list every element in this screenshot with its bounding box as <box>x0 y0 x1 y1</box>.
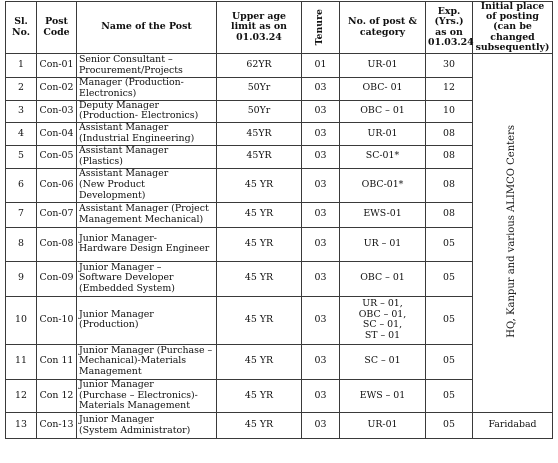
recruitment-table <box>5 1 553 439</box>
header-exp: Exp. (Yrs.) as on 01.03.24 <box>426 2 473 54</box>
upper-age-cell: 50Yr <box>217 78 302 101</box>
tenure-cell: 03 <box>302 261 340 296</box>
sl-no-cell: 4 <box>6 123 37 146</box>
post-category-cell: UR – 01, OBC – 01, SC – 01, ST – 01 <box>340 296 426 344</box>
post-name-cell: Junior Manager (Purchase – Electronics)- Materials Management <box>77 379 217 412</box>
tenure-cell: 03 <box>302 344 340 379</box>
post-name-cell: Deputy Manager (Production- Electronics) <box>77 100 217 123</box>
post-name-cell: Assistant Manager (Project Management Mechanical) <box>77 202 217 227</box>
post-code-cell: Con-04 <box>37 123 77 146</box>
tenure-cell: 03 <box>302 296 340 344</box>
post-name-cell: Manager (Production- Electronics) <box>77 78 217 101</box>
header-tenure <box>302 2 340 54</box>
post-code-cell: Con-05 <box>37 145 77 168</box>
table-row <box>6 413 553 439</box>
sl-no-cell: 1 <box>6 54 37 78</box>
table-row <box>6 168 553 202</box>
upper-age-cell: 45 YR <box>217 413 302 439</box>
header-upper-age: Upper age limit as on 01.03.24 <box>217 2 302 54</box>
tenure-cell: 03 <box>302 123 340 146</box>
sl-no-cell: 2 <box>6 78 37 101</box>
upper-age-cell: 45 YR <box>217 261 302 296</box>
post-code-cell: Con-03 <box>37 100 77 123</box>
experience-cell: 05 <box>426 344 473 379</box>
upper-age-cell: 45 YR <box>217 344 302 379</box>
table-row <box>6 78 553 101</box>
post-category-cell: UR-01 <box>340 54 426 78</box>
experience-cell: 08 <box>426 168 473 202</box>
posting-merged-text: HQ, Kanpur and various ALIMCO Centers <box>506 124 518 338</box>
table-row <box>6 379 553 412</box>
header-initial-posting: Initial place of posting (can be changed subsequently) <box>473 2 553 54</box>
post-code-cell: Con-01 <box>37 54 77 78</box>
post-name-cell: Senior Consultant – Procurement/Projects <box>77 54 217 78</box>
sl-no-cell: 3 <box>6 100 37 123</box>
post-code-cell: Con-10 <box>37 296 77 344</box>
post-code-cell: Con-13 <box>37 413 77 439</box>
experience-cell: 08 <box>426 123 473 146</box>
tenure-cell: 03 <box>302 379 340 412</box>
upper-age-cell: 45 YR <box>217 202 302 227</box>
post-category-cell: OBC-01* <box>340 168 426 202</box>
upper-age-cell: 45 YR <box>217 168 302 202</box>
tenure-cell: 03 <box>302 100 340 123</box>
table-row <box>6 54 553 78</box>
post-category-cell: UR-01 <box>340 413 426 439</box>
tenure-cell: 03 <box>302 145 340 168</box>
post-category-cell: SC-01* <box>340 145 426 168</box>
upper-age-cell: 45YR <box>217 145 302 168</box>
header-name-of-post: Name of the Post <box>77 2 217 54</box>
upper-age-cell: 50Yr <box>217 100 302 123</box>
sl-no-cell: 5 <box>6 145 37 168</box>
experience-cell: 30 <box>426 54 473 78</box>
post-category-cell: EWS-01 <box>340 202 426 227</box>
sl-no-cell: 10 <box>6 296 37 344</box>
post-code-cell: Con-07 <box>37 202 77 227</box>
upper-age-cell: 45 YR <box>217 227 302 261</box>
post-category-cell: OBC – 01 <box>340 100 426 123</box>
post-name-cell: Assistant Manager (Plastics) <box>77 145 217 168</box>
header-no-of-post: No. of post & category <box>340 2 426 54</box>
post-category-cell: UR – 01 <box>340 227 426 261</box>
experience-cell: 08 <box>426 145 473 168</box>
post-category-cell: OBC – 01 <box>340 261 426 296</box>
experience-cell: 05 <box>426 261 473 296</box>
sl-no-cell: 6 <box>6 168 37 202</box>
post-name-cell: Junior Manager- Hardware Design Engineer <box>77 227 217 261</box>
post-code-cell: Con-02 <box>37 78 77 101</box>
tenure-cell: 03 <box>302 413 340 439</box>
sl-no-cell: 8 <box>6 227 37 261</box>
tenure-cell: 03 <box>302 168 340 202</box>
table-row <box>6 261 553 296</box>
table-row <box>6 227 553 261</box>
upper-age-cell: 45YR <box>217 123 302 146</box>
experience-cell: 10 <box>426 100 473 123</box>
tenure-cell: 03 <box>302 227 340 261</box>
table-body <box>6 54 553 439</box>
table-row <box>6 123 553 146</box>
post-name-cell: Junior Manager (Purchase – Mechanical)-Materials Management <box>77 344 217 379</box>
post-category-cell: OBC- 01 <box>340 78 426 101</box>
tenure-cell: 03 <box>302 202 340 227</box>
tenure-cell: 01 <box>302 54 340 78</box>
header-row <box>6 2 553 54</box>
experience-cell: 05 <box>426 413 473 439</box>
table-row <box>6 344 553 379</box>
table-row <box>6 296 553 344</box>
post-code-cell: Con-06 <box>37 168 77 202</box>
post-category-cell: UR-01 <box>340 123 426 146</box>
posting-merged-cell <box>473 54 553 413</box>
post-category-cell: EWS – 01 <box>340 379 426 412</box>
post-name-cell: Junior Manager – Software Developer (Embedded System) <box>77 261 217 296</box>
post-name-cell: Junior Manager (Production) <box>77 296 217 344</box>
post-code-cell: Con 11 <box>37 344 77 379</box>
post-code-cell: Con-09 <box>37 261 77 296</box>
post-category-cell: SC – 01 <box>340 344 426 379</box>
post-name-cell: Junior Manager (System Administrator) <box>77 413 217 439</box>
table-row <box>6 100 553 123</box>
sl-no-cell: 9 <box>6 261 37 296</box>
table-row <box>6 145 553 168</box>
sl-no-cell: 12 <box>6 379 37 412</box>
post-code-cell: Con-08 <box>37 227 77 261</box>
experience-cell: 05 <box>426 227 473 261</box>
upper-age-cell: 45 YR <box>217 379 302 412</box>
experience-cell: 05 <box>426 379 473 412</box>
tenure-cell: 03 <box>302 78 340 101</box>
header-sl-no: Sl. No. <box>6 2 37 54</box>
sl-no-cell: 11 <box>6 344 37 379</box>
sl-no-cell: 13 <box>6 413 37 439</box>
experience-cell: 12 <box>426 78 473 101</box>
table-row <box>6 202 553 227</box>
experience-cell: 05 <box>426 296 473 344</box>
sl-no-cell: 7 <box>6 202 37 227</box>
post-name-cell: Assistant Manager (Industrial Engineering) <box>77 123 217 146</box>
experience-cell: 08 <box>426 202 473 227</box>
upper-age-cell: 62YR <box>217 54 302 78</box>
posting-last-cell: Faridabad <box>473 413 553 439</box>
post-name-cell: Assistant Manager (New Product Development) <box>77 168 217 202</box>
upper-age-cell: 45 YR <box>217 296 302 344</box>
post-code-cell: Con 12 <box>37 379 77 412</box>
header-post-code: Post Code <box>37 2 77 54</box>
header-tenure-label: Tenure <box>314 9 326 46</box>
